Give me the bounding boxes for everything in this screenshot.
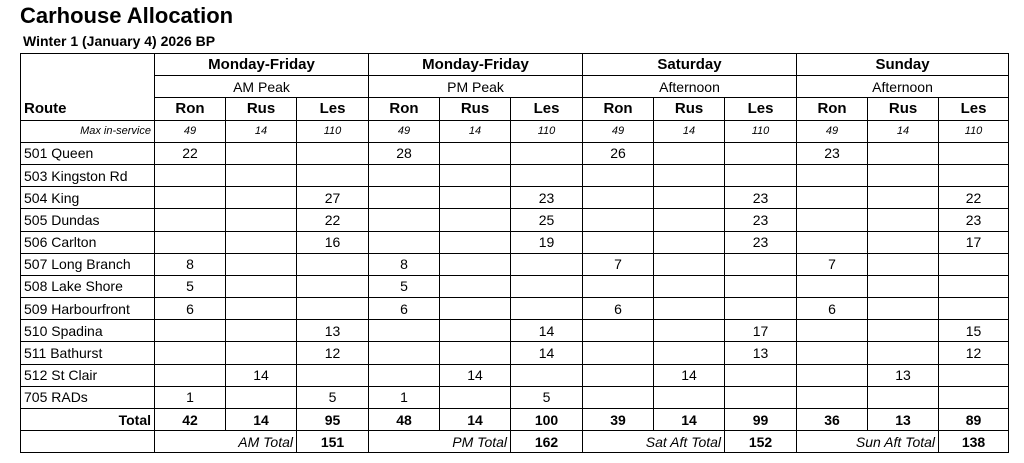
allocation-cell [868, 187, 939, 209]
allocation-cell [155, 342, 226, 364]
allocation-cell: 14 [440, 364, 511, 386]
allocation-cell [155, 320, 226, 342]
allocation-cell [226, 164, 297, 186]
allocation-cell: 5 [155, 275, 226, 297]
group-total-label: PM Total [369, 431, 511, 453]
allocation-cell [797, 342, 868, 364]
header-day-row [21, 54, 1009, 76]
allocation-cell: 13 [868, 364, 939, 386]
route-name: 504 King [21, 187, 155, 209]
allocation-cell [583, 209, 654, 231]
max-in-service-value: 49 [583, 120, 654, 142]
max-in-service-value: 110 [297, 120, 369, 142]
allocation-cell [868, 320, 939, 342]
max-in-service-value: 49 [155, 120, 226, 142]
allocation-cell: 22 [155, 142, 226, 164]
allocation-cell [797, 187, 868, 209]
allocation-cell [725, 386, 797, 408]
allocation-cell [369, 187, 440, 209]
route-header-blank [21, 76, 155, 98]
allocation-cell [654, 275, 725, 297]
allocation-cell [654, 253, 725, 275]
table-row [21, 275, 1009, 297]
allocation-cell: 7 [583, 253, 654, 275]
allocation-cell [369, 164, 440, 186]
page-title: Carhouse Allocation [20, 3, 234, 28]
allocation-cell: 22 [297, 209, 369, 231]
carhouse-header: Les [725, 98, 797, 120]
allocation-cell [797, 364, 868, 386]
allocation-cell [725, 364, 797, 386]
allocation-cell [797, 164, 868, 186]
allocation-cell [511, 253, 583, 275]
table-row [21, 209, 1009, 231]
allocation-cell: 13 [725, 342, 797, 364]
total-label: Total [21, 409, 155, 431]
carhouse-header: Les [511, 98, 583, 120]
allocation-cell [297, 298, 369, 320]
allocation-cell [226, 142, 297, 164]
table-row [21, 386, 1009, 408]
group-totals-row [21, 431, 1009, 453]
allocation-cell [440, 342, 511, 364]
allocation-cell [583, 164, 654, 186]
carhouse-header: Ron [155, 98, 226, 120]
allocation-cell [511, 164, 583, 186]
group-total-label: Sun Aft Total [797, 431, 939, 453]
max-in-service-row [21, 120, 1009, 142]
allocation-cell: 25 [511, 209, 583, 231]
allocation-cell [297, 253, 369, 275]
route-name: 509 Harbourfront [21, 298, 155, 320]
allocation-cell [939, 253, 1009, 275]
total-cell: 14 [440, 409, 511, 431]
group-day-header: Sunday [797, 54, 1009, 76]
max-in-service-value: 110 [939, 120, 1009, 142]
max-in-service-value: 14 [654, 120, 725, 142]
table-row [21, 253, 1009, 275]
carhouse-header: Ron [369, 98, 440, 120]
allocation-cell: 28 [369, 142, 440, 164]
total-cell: 95 [297, 409, 369, 431]
allocation-cell: 6 [583, 298, 654, 320]
allocation-cell [725, 298, 797, 320]
allocation-cell [939, 275, 1009, 297]
allocation-cell: 17 [725, 320, 797, 342]
table-row [21, 187, 1009, 209]
allocation-table [20, 53, 1009, 453]
allocation-cell [868, 209, 939, 231]
allocation-cell: 5 [297, 386, 369, 408]
group-day-header: Saturday [583, 54, 797, 76]
allocation-cell [511, 364, 583, 386]
route-header-blank [21, 54, 155, 76]
allocation-cell [939, 386, 1009, 408]
allocation-cell [654, 231, 725, 253]
total-cell: 14 [226, 409, 297, 431]
allocation-cell [654, 320, 725, 342]
table-row [21, 364, 1009, 386]
allocation-cell [868, 253, 939, 275]
allocation-cell [440, 298, 511, 320]
allocation-cell [297, 275, 369, 297]
allocation-cell: 26 [583, 142, 654, 164]
allocation-cell [583, 342, 654, 364]
max-in-service-value: 110 [511, 120, 583, 142]
allocation-cell [297, 364, 369, 386]
allocation-cell: 17 [939, 231, 1009, 253]
allocation-cell [583, 231, 654, 253]
route-name: 508 Lake Shore [21, 275, 155, 297]
total-cell: 99 [725, 409, 797, 431]
allocation-cell [725, 142, 797, 164]
allocation-cell: 14 [511, 320, 583, 342]
page-subtitle: Winter 1 (January 4) 2026 BP [23, 33, 216, 49]
allocation-cell: 23 [725, 231, 797, 253]
allocation-cell: 23 [511, 187, 583, 209]
table-row [21, 342, 1009, 364]
carhouse-header: Rus [654, 98, 725, 120]
carhouse-header: Les [297, 98, 369, 120]
allocation-cell [440, 275, 511, 297]
allocation-cell [725, 164, 797, 186]
group-day-header: Monday-Friday [369, 54, 583, 76]
allocation-cell [155, 364, 226, 386]
carhouse-header: Ron [797, 98, 868, 120]
total-cell: 13 [868, 409, 939, 431]
max-in-service-value: 110 [725, 120, 797, 142]
allocation-cell [797, 209, 868, 231]
allocation-cell [939, 164, 1009, 186]
allocation-cell [440, 209, 511, 231]
table-row [21, 164, 1009, 186]
allocation-cell [725, 275, 797, 297]
total-cell: 36 [797, 409, 868, 431]
allocation-cell [939, 364, 1009, 386]
max-in-service-label: Max in-service [21, 120, 155, 142]
header-carhouse-row [21, 98, 1009, 120]
table-row [21, 298, 1009, 320]
total-cell: 48 [369, 409, 440, 431]
allocation-cell [440, 142, 511, 164]
allocation-cell [440, 386, 511, 408]
group-period-header: Afternoon [797, 76, 1009, 98]
allocation-cell [654, 187, 725, 209]
group-total-value: 138 [939, 431, 1009, 453]
allocation-cell: 8 [369, 253, 440, 275]
carhouse-header: Rus [868, 98, 939, 120]
allocation-cell [939, 142, 1009, 164]
allocation-cell [369, 342, 440, 364]
route-name: 505 Dundas [21, 209, 155, 231]
group-totals-blank [21, 431, 155, 453]
allocation-cell [369, 209, 440, 231]
allocation-cell [440, 231, 511, 253]
route-name: 510 Spadina [21, 320, 155, 342]
allocation-cell: 14 [654, 364, 725, 386]
allocation-cell: 12 [939, 342, 1009, 364]
allocation-cell [654, 209, 725, 231]
allocation-cell: 27 [297, 187, 369, 209]
group-total-label: Sat Aft Total [583, 431, 725, 453]
group-day-header: Monday-Friday [155, 54, 369, 76]
allocation-cell [226, 320, 297, 342]
allocation-cell [226, 253, 297, 275]
allocation-cell [797, 231, 868, 253]
allocation-cell: 23 [725, 209, 797, 231]
allocation-cell [369, 364, 440, 386]
group-period-header: Afternoon [583, 76, 797, 98]
total-cell: 89 [939, 409, 1009, 431]
allocation-cell [868, 231, 939, 253]
allocation-cell [369, 231, 440, 253]
total-cell: 39 [583, 409, 654, 431]
route-name: 705 RADs [21, 386, 155, 408]
allocation-cell: 14 [226, 364, 297, 386]
allocation-cell: 5 [511, 386, 583, 408]
allocation-cell [654, 142, 725, 164]
allocation-cell: 23 [797, 142, 868, 164]
route-name: 512 St Clair [21, 364, 155, 386]
allocation-cell: 7 [797, 253, 868, 275]
group-period-header: AM Peak [155, 76, 369, 98]
allocation-cell [440, 320, 511, 342]
allocation-cell [868, 275, 939, 297]
total-cell: 42 [155, 409, 226, 431]
table-row [21, 231, 1009, 253]
route-name: 501 Queen [21, 142, 155, 164]
allocation-cell [155, 231, 226, 253]
header-period-row [21, 76, 1009, 98]
route-header: Route [21, 98, 155, 120]
route-name: 511 Bathurst [21, 342, 155, 364]
allocation-cell: 23 [725, 187, 797, 209]
allocation-cell [369, 320, 440, 342]
group-total-label: AM Total [155, 431, 297, 453]
allocation-cell [654, 386, 725, 408]
allocation-cell: 23 [939, 209, 1009, 231]
allocation-cell [654, 342, 725, 364]
allocation-cell [511, 142, 583, 164]
allocation-cell [868, 142, 939, 164]
allocation-cell: 14 [511, 342, 583, 364]
allocation-cell [868, 298, 939, 320]
allocation-cell [511, 275, 583, 297]
allocation-cell: 8 [155, 253, 226, 275]
group-total-value: 151 [297, 431, 369, 453]
allocation-cell [583, 386, 654, 408]
allocation-cell [868, 342, 939, 364]
group-total-value: 162 [511, 431, 583, 453]
allocation-cell: 6 [797, 298, 868, 320]
carhouse-header: Rus [226, 98, 297, 120]
max-in-service-value: 49 [369, 120, 440, 142]
allocation-cell [440, 187, 511, 209]
allocation-cell [939, 298, 1009, 320]
allocation-cell [226, 275, 297, 297]
totals-row [21, 409, 1009, 431]
allocation-cell [654, 298, 725, 320]
allocation-cell [868, 164, 939, 186]
allocation-cell [226, 342, 297, 364]
allocation-cell [797, 275, 868, 297]
table-row [21, 142, 1009, 164]
allocation-cell [440, 164, 511, 186]
allocation-cell [511, 298, 583, 320]
allocation-cell [155, 187, 226, 209]
allocation-cell [797, 386, 868, 408]
max-in-service-value: 49 [797, 120, 868, 142]
allocation-cell [654, 164, 725, 186]
allocation-cell: 5 [369, 275, 440, 297]
allocation-cell: 13 [297, 320, 369, 342]
total-cell: 14 [654, 409, 725, 431]
route-name: 503 Kingston Rd [21, 164, 155, 186]
allocation-cell [226, 231, 297, 253]
allocation-cell [155, 209, 226, 231]
allocation-cell [797, 320, 868, 342]
allocation-cell [583, 275, 654, 297]
allocation-cell [868, 386, 939, 408]
allocation-cell: 16 [297, 231, 369, 253]
allocation-cell: 6 [369, 298, 440, 320]
route-name: 506 Carlton [21, 231, 155, 253]
table-row [21, 320, 1009, 342]
carhouse-header: Rus [440, 98, 511, 120]
allocation-cell [226, 187, 297, 209]
allocation-cell: 22 [939, 187, 1009, 209]
allocation-cell [155, 164, 226, 186]
allocation-cell: 1 [369, 386, 440, 408]
max-in-service-value: 14 [226, 120, 297, 142]
allocation-cell [226, 209, 297, 231]
allocation-cell [583, 320, 654, 342]
route-name: 507 Long Branch [21, 253, 155, 275]
allocation-cell [226, 298, 297, 320]
allocation-cell: 1 [155, 386, 226, 408]
allocation-cell: 12 [297, 342, 369, 364]
allocation-cell [297, 164, 369, 186]
allocation-cell: 19 [511, 231, 583, 253]
total-cell: 100 [511, 409, 583, 431]
group-total-value: 152 [725, 431, 797, 453]
group-period-header: PM Peak [369, 76, 583, 98]
carhouse-header: Les [939, 98, 1009, 120]
carhouse-header: Ron [583, 98, 654, 120]
max-in-service-value: 14 [868, 120, 939, 142]
allocation-cell [725, 253, 797, 275]
max-in-service-value: 14 [440, 120, 511, 142]
allocation-cell [297, 142, 369, 164]
allocation-cell [583, 187, 654, 209]
allocation-cell [583, 364, 654, 386]
allocation-cell: 15 [939, 320, 1009, 342]
allocation-cell [440, 253, 511, 275]
allocation-cell: 6 [155, 298, 226, 320]
allocation-cell [226, 386, 297, 408]
